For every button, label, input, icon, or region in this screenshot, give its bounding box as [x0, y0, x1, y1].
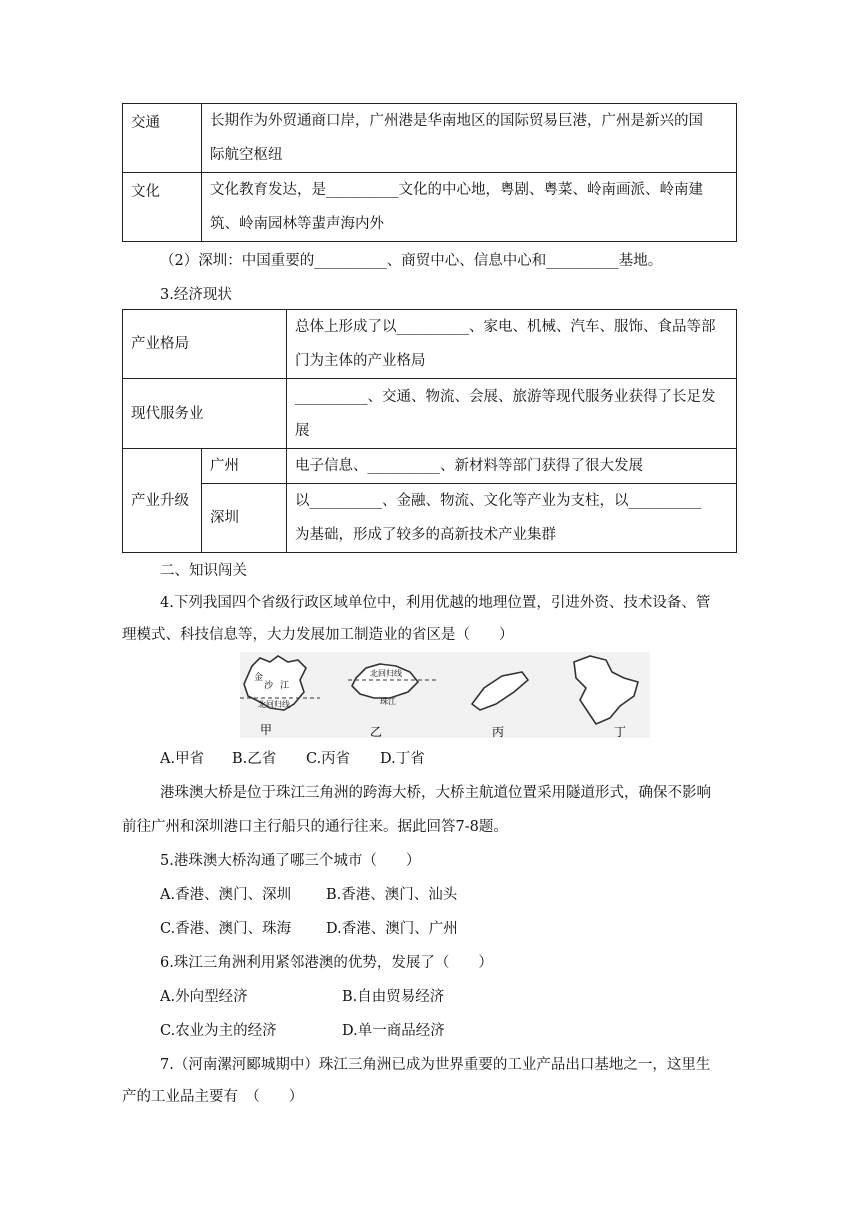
row-line: __________、交通、物流、会展、旅游等现代服务业获得了长足发: [295, 388, 716, 405]
row-line: 筑、岭南园林等蜚声海内外: [210, 216, 384, 232]
province-ding-shape: [574, 656, 638, 724]
table-row: [123, 484, 737, 553]
question-6-options-2: [160, 1020, 445, 1042]
row-value: [202, 104, 737, 173]
map-label: 北回归线: [258, 700, 290, 709]
option: A.香港、澳门、深圳: [160, 887, 292, 903]
intro-line-2: 前往广州和深圳港口主行船只的通行往来。据此回答7-8题。: [122, 819, 508, 835]
row-line: 总体上形成了以__________、家电、机械、汽车、服饰、食品等部: [295, 319, 716, 335]
question-6: 6.珠江三角洲利用紧邻港澳的优势，发展了（ ）: [160, 955, 493, 971]
row-line: 为基础，形成了较多的高新技术产业集群: [295, 527, 556, 543]
row-key: 文化: [123, 173, 202, 242]
map-label: 金: [254, 673, 264, 683]
row-value: [287, 484, 737, 553]
row-line: 际航空枢纽: [210, 147, 283, 163]
option: B.自由贸易经济: [342, 989, 445, 1005]
question-4-line-2: 理模式、科技信息等，大力发展加工制造业的省区是（ ）: [122, 627, 514, 643]
map-caption: 丁: [614, 725, 627, 738]
row-line: 门为主体的产业格局: [295, 353, 426, 369]
table-row: [123, 379, 737, 449]
economy-table: [122, 309, 737, 553]
map-caption: 甲: [260, 723, 273, 737]
question-7-line-1: 7.（河南漯河郾城期中）珠江三角洲已成为世界重要的工业产品出口基地之一，这里生: [160, 1057, 711, 1073]
option: B.乙省: [232, 751, 277, 767]
map-label: 北回归线: [370, 669, 402, 678]
city-label: 深圳: [202, 484, 287, 553]
table-row: [123, 104, 737, 173]
option: B.香港、澳门、汕头: [326, 887, 458, 903]
table-row: [123, 310, 737, 379]
province-bing-shape: [472, 672, 528, 710]
city-label: 广州: [202, 449, 287, 484]
row-line: 文化教育发达，是__________文化的中心地，粤剧、粤菜、岭南画派、岭南建: [210, 182, 703, 198]
intro-line-1: 港珠澳大桥是位于珠江三角洲的跨海大桥，大桥主航道位置采用隧道形式，确保不影响: [160, 785, 711, 801]
option: D.丁省: [380, 751, 425, 767]
row-value: [287, 379, 737, 449]
question-7-line-2: 产的工业品主要有 （ ）: [122, 1089, 304, 1105]
option: C.香港、澳门、珠海: [160, 921, 292, 937]
map-caption: 丙: [492, 725, 505, 738]
option: C.丙省: [306, 751, 351, 767]
option: A.甲省: [160, 751, 205, 767]
row-value: [202, 173, 737, 242]
question-5-options-2: [160, 918, 458, 940]
row-line: 展: [295, 422, 310, 439]
question-5-options-1: [160, 884, 457, 906]
section-3-heading: 3.经济现状: [160, 287, 232, 303]
map-label: 江: [280, 681, 290, 691]
question-4-line-1: 4.下列我国四个省级行政区域单位中，利用优越的地理位置，引进外资、技术设备、管: [160, 595, 711, 611]
section-2-heading: 二、知识闯关: [160, 563, 247, 579]
row-key: 产业升级: [123, 449, 202, 553]
table-row: [123, 173, 737, 242]
option: D.单一商品经济: [342, 1023, 445, 1039]
map-label: 沙: [264, 681, 274, 691]
question-6-options-1: [160, 986, 444, 1008]
option: C.农业为主的经济: [160, 1023, 277, 1039]
question-5: 5.港珠澳大桥沟通了哪三个城市（ ）: [160, 853, 421, 869]
row-value: 电子信息、__________、新材料等部门获得了很大发展: [287, 449, 737, 484]
option: A.外向型经济: [160, 989, 248, 1005]
row-line: 长期作为外贸通商口岸，广州港是华南地区的国际贸易巨港，广州是新兴的国: [210, 113, 703, 129]
row-key: 交通: [123, 104, 202, 173]
shenzhen-line: （2）深圳：中国重要的__________、商贸中心、信息中心和__________基地。: [160, 253, 663, 269]
province-maps-figure: [240, 652, 650, 738]
traffic-culture-table: [122, 103, 737, 242]
table-row: [123, 449, 737, 484]
row-key: 产业格局: [123, 310, 287, 379]
option: D.香港、澳门、广州: [326, 921, 458, 937]
map-label: 珠江: [380, 697, 396, 706]
province-maps-svg: [240, 652, 650, 738]
row-key: 现代服务业: [123, 379, 287, 449]
question-4-options: [160, 748, 425, 770]
map-caption: 乙: [370, 725, 383, 738]
row-value: [287, 310, 737, 379]
row-line: 以__________、金融、物流、文化等产业为支柱，以__________: [295, 493, 701, 509]
